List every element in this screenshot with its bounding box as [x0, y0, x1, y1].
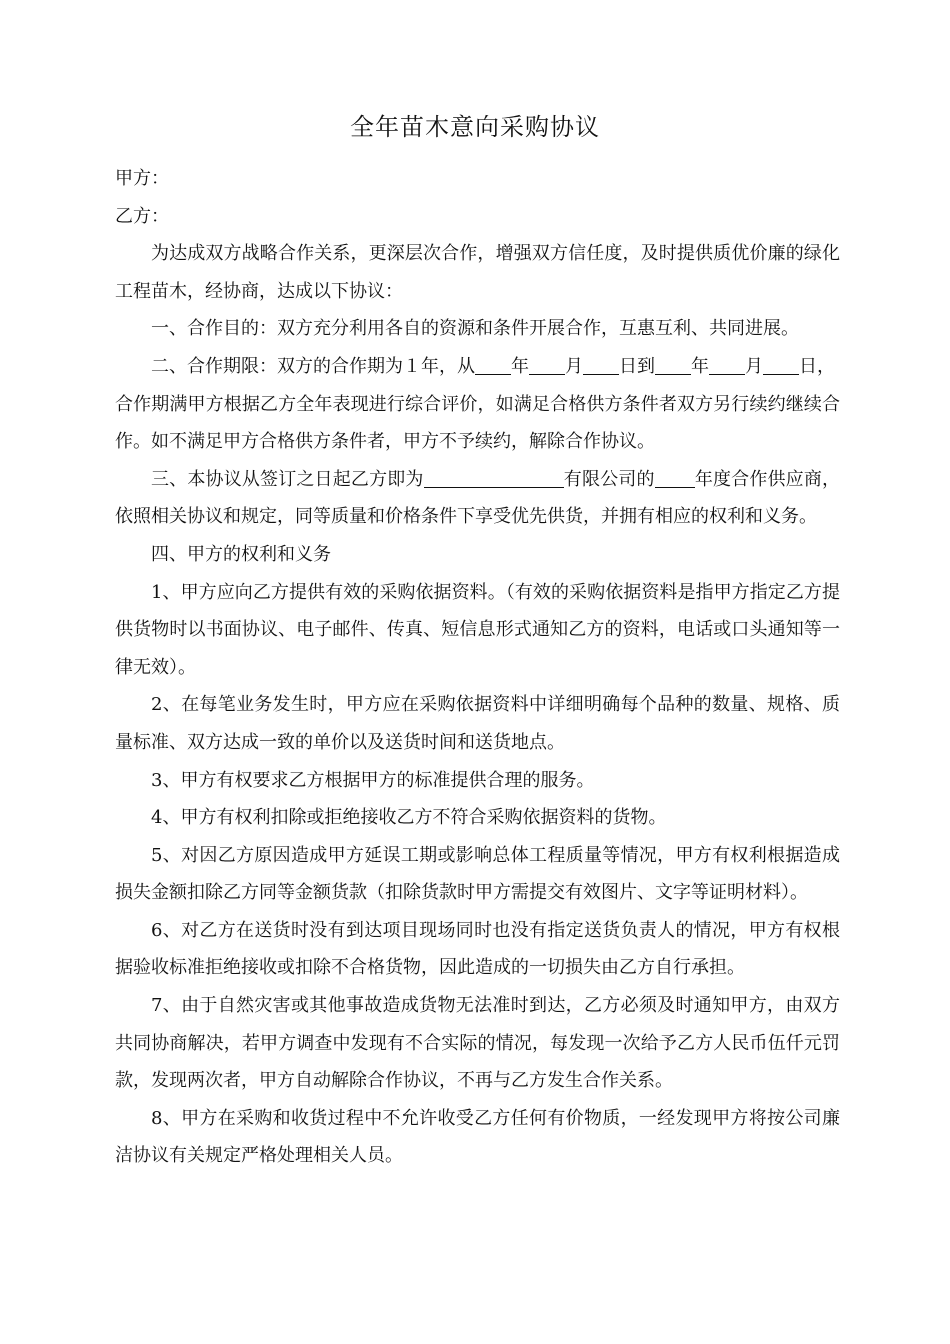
clause-2-month-1: 月: [565, 355, 583, 377]
clause-3-company: 有限公司的: [563, 468, 655, 490]
item-4: 4、甲方有权利扣除或拒绝接收乙方不符合采购依据资料的货物。: [151, 807, 667, 829]
clause-2-day-2: 日，: [799, 355, 835, 377]
blank-year: [655, 469, 695, 488]
intro-paragraph: 为达成双方战略合作关系，更深层次合作，增强双方信任度，及时提供质优价廉的绿化工程苗木，经协商，达成以下协议：: [115, 243, 840, 302]
clause-3-rest: 年度合作供应商，依照相关协议和规定，同等质量和价格条件下享受优先供货，并拥有相应的权利和义务。: [115, 468, 841, 528]
clause-3: [115, 461, 840, 536]
blank-end-year: [655, 356, 691, 375]
item-2: 2、在每笔业务发生时，甲方应在采购依据资料中详细明确每个品种的数量、规格、质量标准、双方达成一致的单价以及送货时间和送货地点。: [115, 694, 840, 753]
clause-2-continued: 合作期满甲方根据乙方全年表现进行综合评价，如满足合格供方条件者双方另行续约继续合作。如不满足甲方合格供方条件者，甲方不予续约，解除合作协议。: [115, 393, 840, 453]
clause-2-month-2: 月: [745, 355, 763, 377]
section-4-heading: 四、甲方的权利和义务: [151, 543, 331, 565]
blank-start-month: [529, 356, 565, 375]
item-1: 1、甲方应向乙方提供有效的采购依据资料。（有效的采购依据资料是指甲方指定乙方提供货物时以书面协议、电子邮件、传真、短信息形式通知乙方的资料，电话或口头通知等一律无效）。: [115, 581, 840, 678]
item-8: 8、甲方在采购和收货过程中不允许收受乙方任何有价物质，一经发现甲方将按公司廉洁协议有关规定严格处理相关人员。: [115, 1107, 840, 1167]
item-6: 6、对乙方在送货时没有到达项目现场同时也没有指定送货负责人的情况，甲方有权根据验收标准拒绝接收或扣除不合格货物，因此造成的一切损失由乙方自行承担。: [115, 919, 840, 979]
blank-end-day: [763, 356, 799, 375]
clause-3-lead: 三、本协议从签订之日起乙方即为: [151, 468, 424, 490]
blank-end-month: [709, 356, 745, 375]
item-3: 3、甲方有权要求乙方根据甲方的标准提供合理的服务。: [151, 769, 595, 791]
blank-start-day: [583, 356, 619, 375]
blank-company-name: [424, 469, 564, 488]
item-5: 5、对因乙方原因造成甲方延误工期或影响总体工程质量等情况，甲方有权利根据造成损失金额扣除乙方同等金额货款（扣除货款时甲方需提交有效图片、文字等证明材料）。: [115, 844, 840, 904]
clause-2-year-1: 年: [511, 355, 529, 377]
clause-2: [115, 348, 840, 386]
clause-2-day-1: 日到: [619, 355, 655, 377]
item-7: 7、由于自然灾害或其他事故造成货物无法准时到达，乙方必须及时通知甲方，由双方共同协商解决，若甲方调查中发现有不合实际的情况，每发现一次给予乙方人民币伍仟元罚款，发现两次者，甲方自动解除合作协议，不再与乙方发生合作关系。: [115, 995, 840, 1092]
document-body: [115, 160, 840, 1175]
party-b-line: 乙方：: [115, 205, 169, 227]
document-title: 全年苗木意向采购协议: [350, 113, 600, 141]
clause-2-year-2: 年: [691, 355, 709, 377]
blank-start-year: [475, 356, 511, 375]
clause-1: 一、合作目的：双方充分利用各自的资源和条件开展合作，互惠互利、共同进展。: [151, 318, 799, 340]
party-a-line: 甲方：: [115, 168, 169, 189]
clause-2-lead: 二、合作期限：双方的合作期为１年，从: [151, 355, 475, 377]
